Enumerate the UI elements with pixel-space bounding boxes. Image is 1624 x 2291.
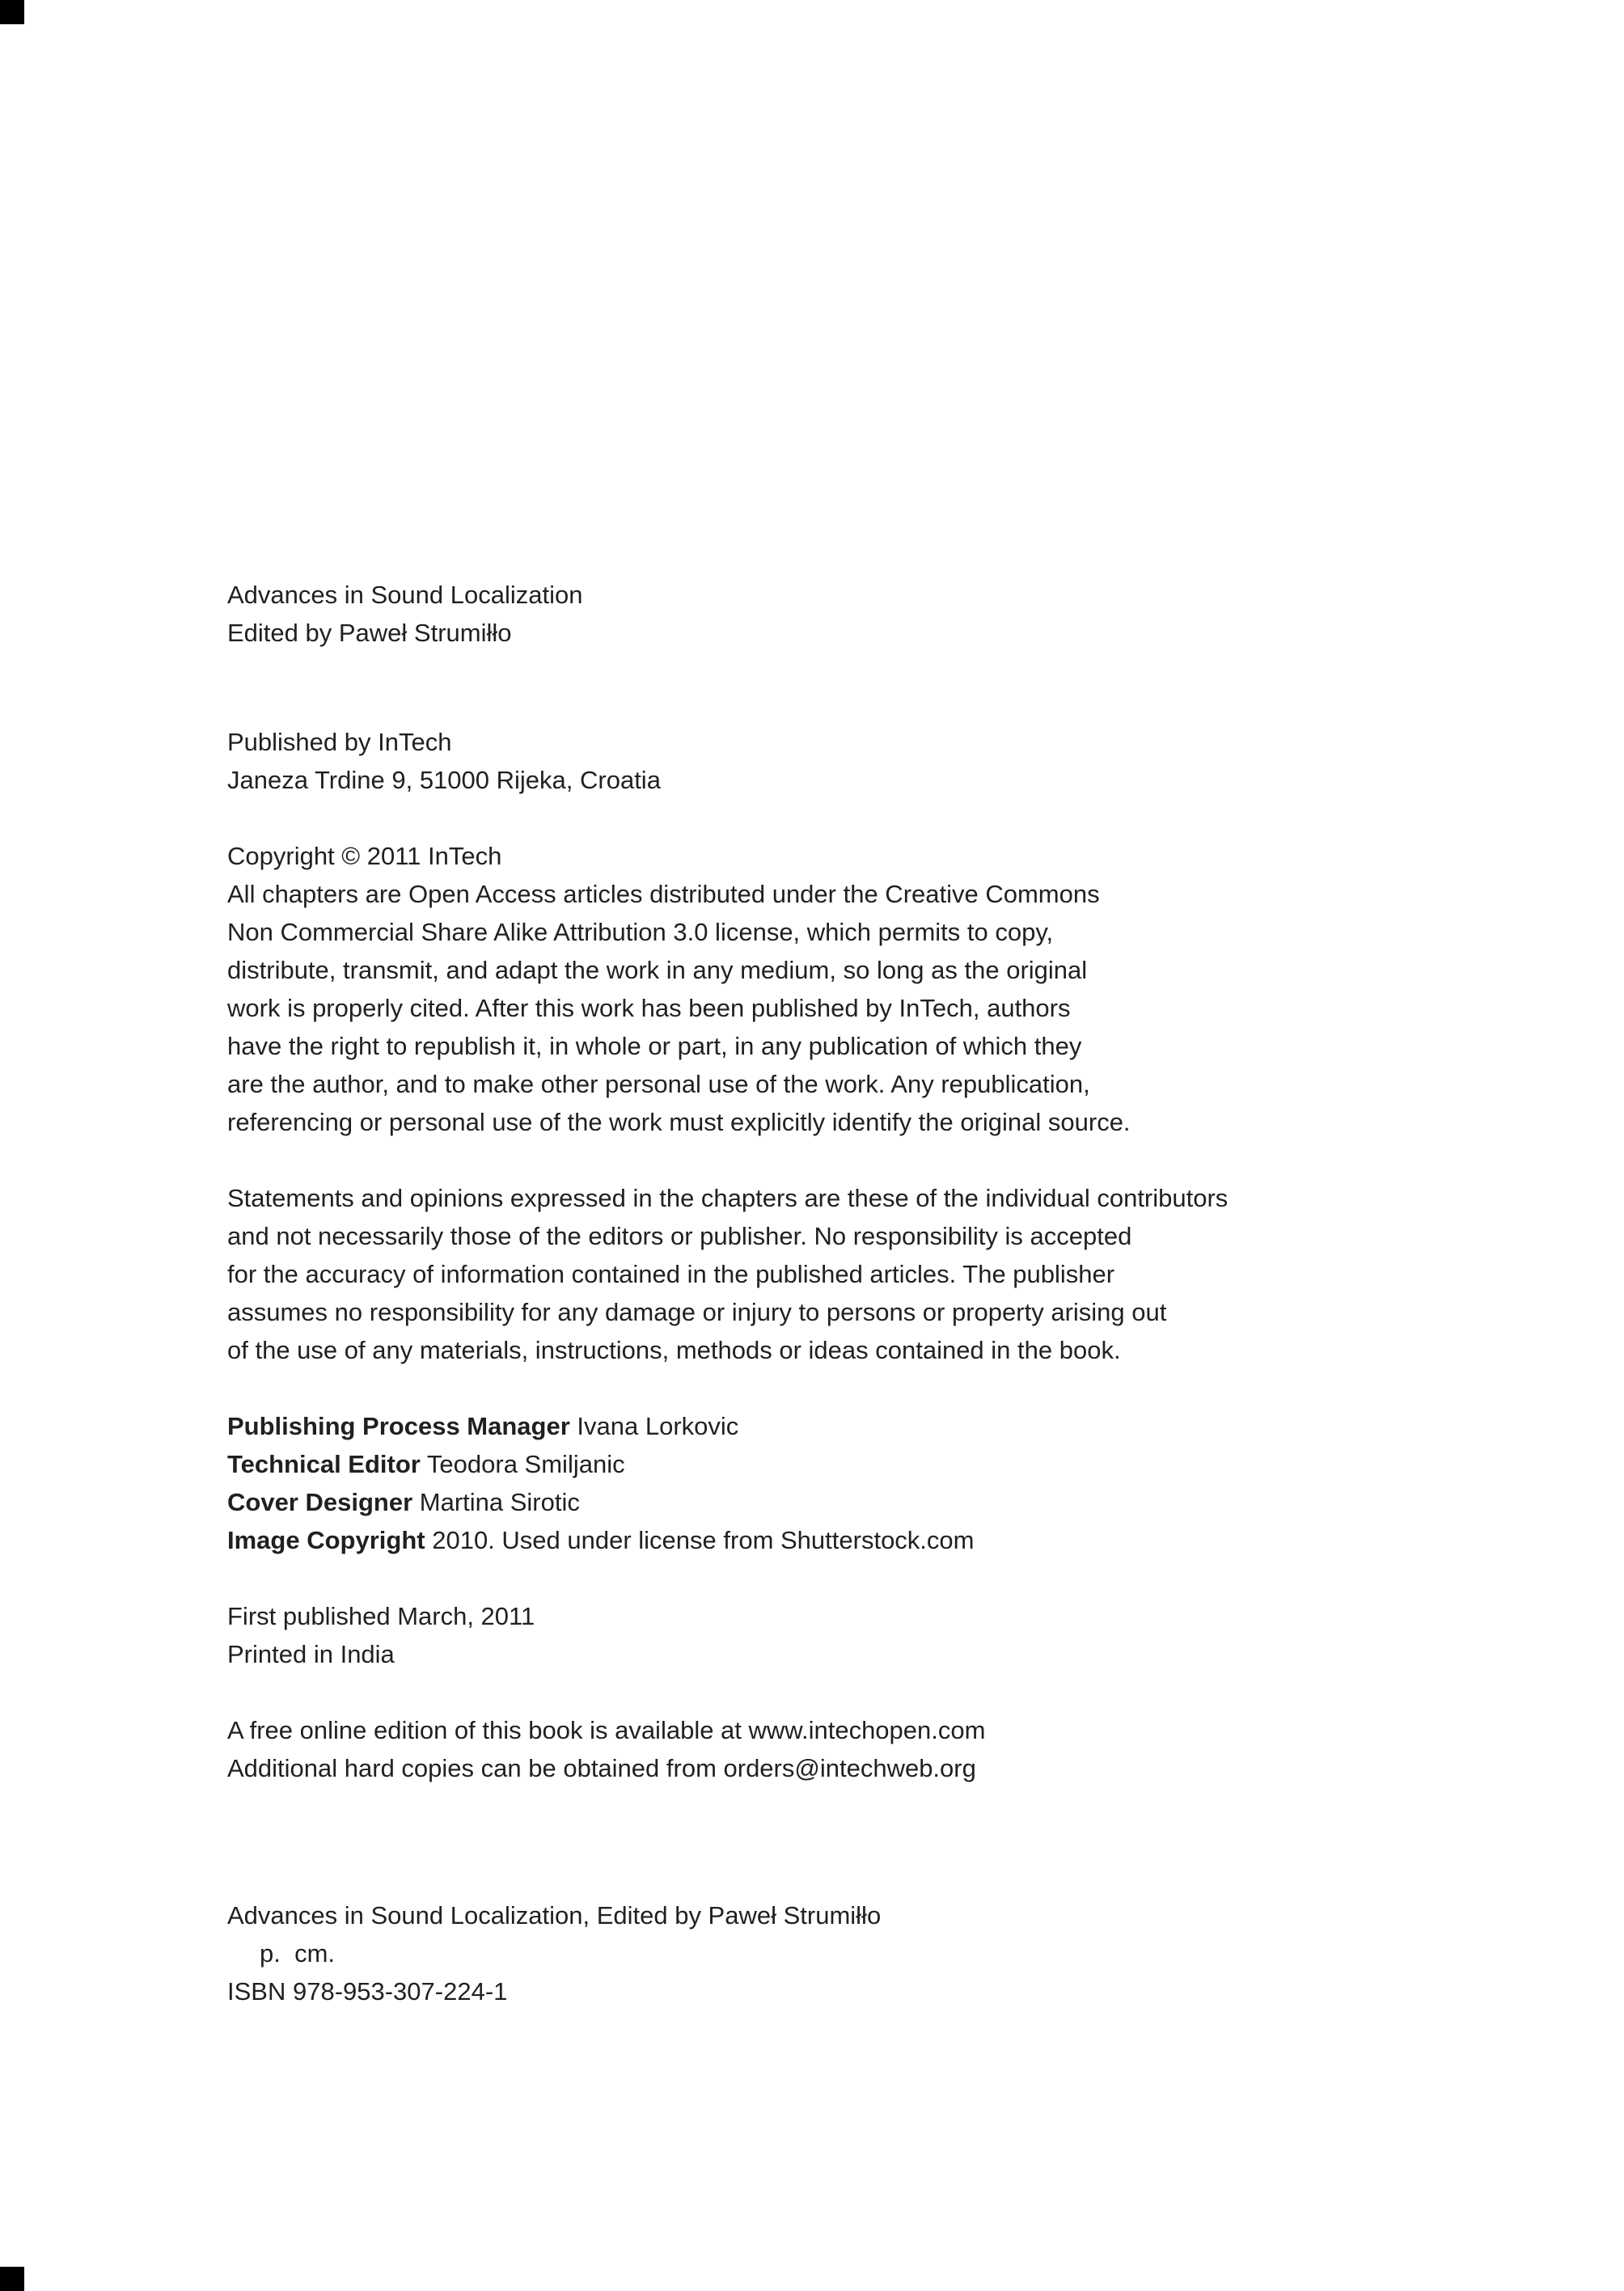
hard-copies-line: Additional hard copies can be obtained from orders@intechweb.org bbox=[227, 1754, 976, 1782]
credits-block bbox=[227, 1407, 1457, 1559]
publisher-block bbox=[227, 723, 1457, 799]
credit-label: Image Copyright bbox=[227, 1526, 425, 1554]
copyright-line: distribute, transmit, and adapt the work in any medium, so long as the original bbox=[227, 956, 1088, 984]
copyright-block bbox=[227, 837, 1457, 1141]
online-edition-line: A free online edition of this book is available at www.intechopen.com bbox=[227, 1716, 986, 1744]
credit-label: Publishing Process Manager bbox=[227, 1412, 570, 1440]
credit-line bbox=[227, 1445, 1457, 1483]
credit-label: Cover Designer bbox=[227, 1488, 413, 1516]
book-title: Advances in Sound Localization bbox=[227, 581, 583, 609]
scan-artifact-top-left bbox=[0, 0, 24, 24]
publisher-address: Janeza Trdine 9, 51000 Rijeka, Croatia bbox=[227, 766, 661, 794]
credit-line bbox=[227, 1483, 1457, 1521]
cataloging-block bbox=[227, 1896, 1457, 2010]
copyright-line: All chapters are Open Access articles distributed under the Creative Commons bbox=[227, 880, 1100, 908]
copyright-line: are the author, and to make other personal use of the work. Any republication, bbox=[227, 1070, 1090, 1098]
page-content bbox=[227, 576, 1457, 2048]
citation-line: Advances in Sound Localization, Edited by Paweł Strumiłło bbox=[227, 1901, 882, 1930]
credit-value: Ivana Lorkovic bbox=[577, 1412, 739, 1440]
disclaimer-line: assumes no responsibility for any damage or injury to persons or property arising out bbox=[227, 1298, 1167, 1326]
printed-in-line: Printed in India bbox=[227, 1640, 395, 1668]
disclaimer-line: for the accuracy of information contained in the published articles. The publisher bbox=[227, 1260, 1115, 1288]
credit-value: 2010. Used under license from Shutterstock.com bbox=[432, 1526, 975, 1554]
copyright-line: work is properly cited. After this work has been published by InTech, authors bbox=[227, 994, 1071, 1022]
published-by-heading: Published by InTech bbox=[227, 728, 452, 756]
isbn-line: ISBN 978-953-307-224-1 bbox=[227, 1977, 508, 2006]
copyright-line: have the right to republish it, in whole or part, in any publication of which they bbox=[227, 1032, 1082, 1060]
copyright-line: referencing or personal use of the work must explicitly identify the original source. bbox=[227, 1108, 1131, 1136]
disclaimer-line: and not necessarily those of the editors or publisher. No responsibility is accepted bbox=[227, 1222, 1132, 1250]
copyright-heading: Copyright © 2011 InTech bbox=[227, 842, 502, 870]
first-published-line: First published March, 2011 bbox=[227, 1602, 535, 1630]
disclaimer-line: of the use of any materials, instructions, methods or ideas contained in the book. bbox=[227, 1336, 1121, 1364]
credit-line bbox=[227, 1407, 1457, 1445]
credit-label: Technical Editor bbox=[227, 1450, 421, 1478]
copyright-line: Non Commercial Share Alike Attribution 3.0 license, which permits to copy, bbox=[227, 918, 1054, 946]
scan-artifact-bottom-left bbox=[0, 2267, 24, 2291]
publication-block bbox=[227, 1597, 1457, 1673]
title-block bbox=[227, 576, 1457, 652]
edited-by-line: Edited by Paweł Strumiłło bbox=[227, 619, 512, 647]
credit-value: Teodora Smiljanic bbox=[426, 1450, 625, 1478]
disclaimer-line: Statements and opinions expressed in the chapters are these of the individual contributors bbox=[227, 1184, 1229, 1212]
availability-block bbox=[227, 1711, 1457, 1787]
p-cm-line: p. cm. bbox=[260, 1939, 336, 1968]
credit-value: Martina Sirotic bbox=[419, 1488, 580, 1516]
disclaimer-block bbox=[227, 1179, 1457, 1369]
credit-line bbox=[227, 1521, 1457, 1559]
